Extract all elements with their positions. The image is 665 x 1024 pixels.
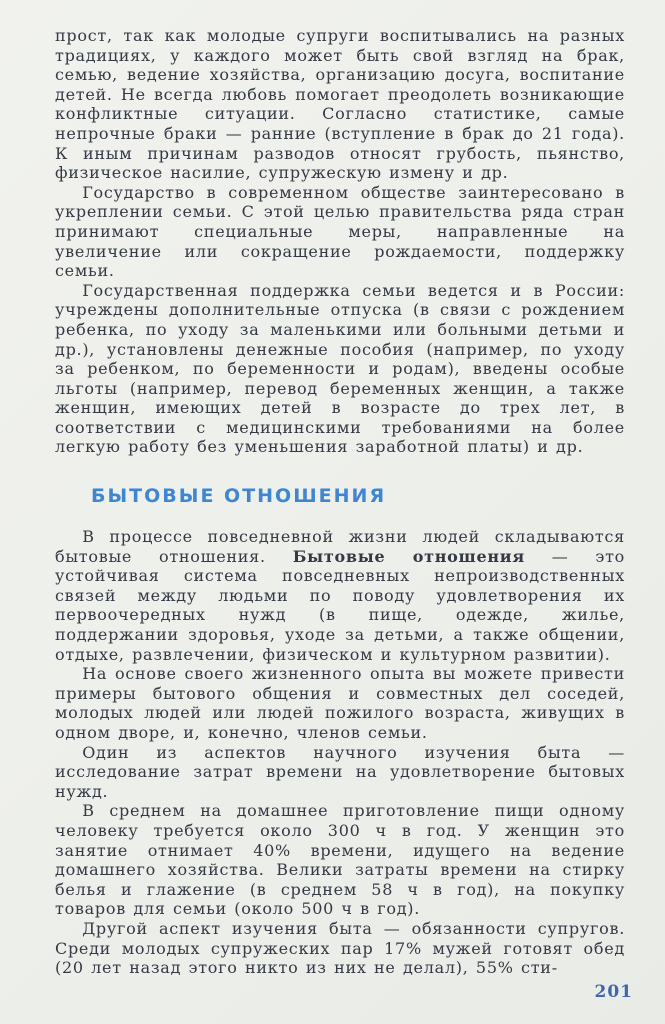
- paragraph: [55, 919, 625, 978]
- text-run: В среднем на домашнее приготовление пищи одному человеку требуется около 300 ч в год. У женщин это занятие отнимает 40% времени, идущего на ведение домашнего хозяйства. Велики затраты времени на стирку белья и глажение (в среднем 58 ч в год), на покупку товаров для семьи (около 500 ч в год).: [55, 801, 625, 919]
- paragraph: [55, 527, 625, 664]
- text-run: В процессе повседневной жизни людей складываются бытовые отношения.: [55, 527, 625, 566]
- text-run: — это устойчивая система повседневных непроизводственных связей между людьми по поводу удовлетворения их первоочередных нужд (в пище, одежде, жилье, поддержании здоровья, уходе за детьми, а также общении, отдыхе, развлечении, физическом и культурном развитии).: [55, 546, 625, 664]
- text-run: Государство в современном обществе заинтересовано в укреплении семьи. С этой целью правительства ряда стран принимают специальные меры, направленные на увеличение или сокращение рождаемости, поддержку семьи.: [55, 182, 625, 281]
- text-run: На основе своего жизненного опыта вы можете привести примеры бытового общения и совместных дел соседей, молодых людей или людей пожилого возраста, живущих в одном дворе, и, конечно, членов семьи.: [55, 664, 625, 742]
- section-text-column: [55, 527, 625, 978]
- text-run: Государственная поддержка семьи ведется и в России: учреждены дополнительные отпуска (в связи с рождением ребенка, по уходу за маленькими или больными детьми и др.), установлены денежные пособия (например, по уходу за ребенком, по беременности и родам), введены особые льготы (например, перевод беременных женщин, а также женщин, имеющих детей в возрасте до трех лет, в соответствии с медицинскими требованиями на более легкую работу без уменьшения заработной платы) и др.: [55, 280, 625, 457]
- paragraph: [55, 26, 625, 183]
- text-run: прост, так как молодые супруги воспитывались на разных традициях, у каждого может быть свой взгляд на брак, семью, ведение хозяйства, организацию досуга, воспитание детей. Не всегда любовь помогает преодолеть возникающие конфликтные ситуации. Согласно статистике, самые непрочные браки — ранние (вступление в брак до 21 года). К иным причинам разводов относят грубость, пьянство, физическое насилие, супружескую измену и др.: [55, 26, 625, 183]
- intro-text-column: [55, 26, 625, 457]
- paragraph: [55, 183, 625, 281]
- page-number: 201: [594, 982, 633, 1002]
- paragraph: [55, 281, 625, 457]
- paragraph: [55, 801, 625, 919]
- section-heading: БЫТОВЫЕ ОТНОШЕНИЯ: [91, 485, 387, 508]
- text-run: Другой аспект изучения быта — обязанности супругов. Среди молодых супружеских пар 17% мужей готовят обед (20 лет назад этого никто из них не делал), 55% сти-: [55, 918, 625, 978]
- text-run: Один из аспектов научного изучения быта — исследование затрат времени на удовлетворение бытовых нужд.: [55, 742, 625, 801]
- bold-term: Бытовые отношения: [292, 546, 525, 566]
- paragraph: [55, 664, 625, 742]
- paragraph: [55, 743, 625, 802]
